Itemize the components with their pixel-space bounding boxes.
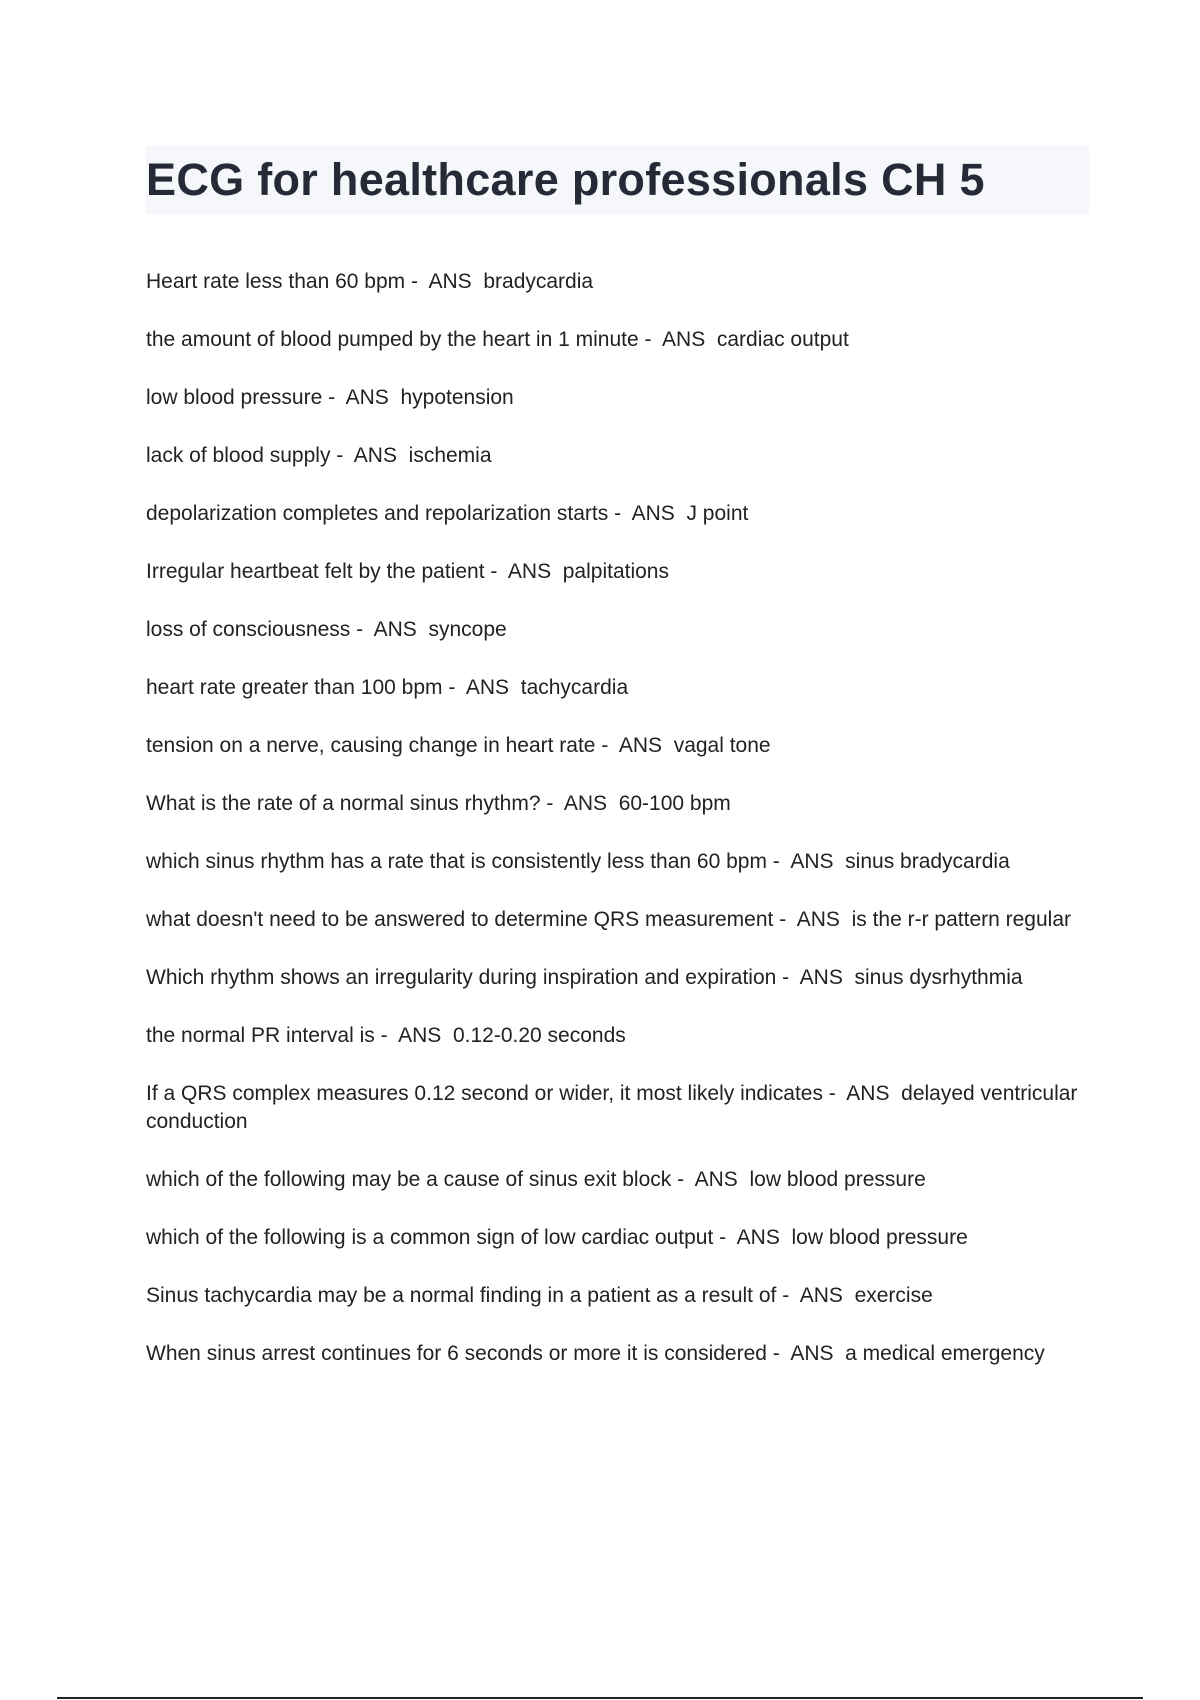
separator: - xyxy=(766,850,791,873)
page-title: ECG for healthcare professionals CH 5 xyxy=(146,154,985,205)
answer-text: is the r-r pattern regular xyxy=(851,908,1072,931)
separator: - xyxy=(671,1168,695,1191)
qa-item xyxy=(146,674,1086,702)
question-text: If a QRS complex measures 0.12 second or wider, it most likely indicates xyxy=(146,1082,823,1105)
question-text: Heart rate less than 60 bpm xyxy=(146,270,406,293)
qa-item xyxy=(146,906,1086,934)
separator: - xyxy=(330,444,354,467)
separator: - xyxy=(638,328,663,351)
qa-item xyxy=(146,1166,1086,1194)
separator: - xyxy=(776,966,800,989)
question-text: When sinus arrest continues for 6 seconds or more it is considered xyxy=(146,1342,767,1365)
separator: - xyxy=(322,386,346,409)
question-text: What is the rate of a normal sinus rhythm? xyxy=(146,792,541,815)
answer-text: syncope xyxy=(428,618,507,641)
qa-item xyxy=(146,790,1086,818)
qa-item xyxy=(146,384,1086,412)
answer-text: J point xyxy=(686,502,749,525)
question-text: which of the following may be a cause of sinus exit block xyxy=(146,1168,672,1191)
answer-label: ANS xyxy=(799,1284,843,1307)
qa-item xyxy=(146,1282,1086,1310)
separator: - xyxy=(773,908,797,931)
question-text: Sinus tachycardia may be a normal finding in a patient as a result of xyxy=(146,1284,777,1307)
answer-label: ANS xyxy=(563,792,608,815)
separator: - xyxy=(713,1226,737,1249)
question-text: what doesn't need to be answered to determine QRS measurement xyxy=(146,908,774,931)
qa-item xyxy=(146,732,1086,760)
answer-text: hypotension xyxy=(400,386,514,409)
answer-label: ANS xyxy=(373,618,417,641)
separator: - xyxy=(776,1284,800,1307)
question-text: heart rate greater than 100 bpm xyxy=(146,676,443,699)
answer-text: low blood pressure xyxy=(749,1168,926,1191)
qa-item xyxy=(146,1022,1086,1050)
qa-item xyxy=(146,616,1086,644)
answer-label: ANS xyxy=(465,676,510,699)
question-text: Which rhythm shows an irregularity during inspiration and expiration xyxy=(146,966,777,989)
qa-item xyxy=(146,1080,1086,1136)
answer-label: ANS xyxy=(631,502,675,525)
answer-label: ANS xyxy=(428,270,472,293)
answer-text: ischemia xyxy=(408,444,492,467)
question-text: which of the following is a common sign of low cardiac output xyxy=(146,1226,714,1249)
answer-label: ANS xyxy=(796,908,840,931)
answer-text: sinus bradycardia xyxy=(845,850,1010,873)
question-text: loss of consciousness xyxy=(146,618,351,641)
qa-item xyxy=(146,1224,1086,1252)
answer-label: ANS xyxy=(398,1024,442,1047)
answer-label: ANS xyxy=(799,966,843,989)
question-text: tension on a nerve, causing change in heart rate xyxy=(146,734,596,757)
separator: - xyxy=(540,792,564,815)
separator: - xyxy=(595,734,619,757)
answer-text: vagal tone xyxy=(673,734,771,757)
answer-label: ANS xyxy=(507,560,552,583)
answer-text: sinus dysrhythmia xyxy=(854,966,1023,989)
answer-text: 60-100 bpm xyxy=(618,792,731,815)
question-text: the normal PR interval is xyxy=(146,1024,375,1047)
answer-text: palpitations xyxy=(562,560,669,583)
question-text: depolarization completes and repolarization starts xyxy=(146,502,609,525)
answer-label: ANS xyxy=(345,386,389,409)
separator: - xyxy=(374,1024,399,1047)
answer-label: ANS xyxy=(790,1342,834,1365)
answer-text: exercise xyxy=(854,1284,933,1307)
answer-text: low blood pressure xyxy=(791,1226,968,1249)
answer-text: tachycardia xyxy=(520,676,629,699)
separator: - xyxy=(405,270,429,293)
answer-label: ANS xyxy=(736,1226,780,1249)
qa-item xyxy=(146,1340,1086,1368)
question-text: low blood pressure xyxy=(146,386,323,409)
separator: - xyxy=(442,676,466,699)
qa-item xyxy=(146,500,1086,528)
answer-label: ANS xyxy=(694,1168,738,1191)
separator: - xyxy=(608,502,632,525)
separator: - xyxy=(484,560,508,583)
question-text: lack of blood supply xyxy=(146,444,331,467)
answer-label: ANS xyxy=(846,1082,890,1105)
question-text: the amount of blood pumped by the heart in 1 minute xyxy=(146,328,639,351)
qa-item xyxy=(146,442,1086,470)
answer-text: bradycardia xyxy=(483,270,594,293)
answer-label: ANS xyxy=(662,328,706,351)
answer-text: delayed ventricular conduction xyxy=(146,1082,1078,1133)
answer-label: ANS xyxy=(790,850,834,873)
qa-item xyxy=(146,326,1086,354)
title-banner xyxy=(146,146,1089,214)
answer-label: ANS xyxy=(353,444,397,467)
answer-text: 0.12-0.20 seconds xyxy=(452,1024,626,1047)
footer-rule xyxy=(57,1697,1143,1699)
question-text: Irregular heartbeat felt by the patient xyxy=(146,560,485,583)
answer-text: cardiac output xyxy=(716,328,849,351)
qa-list xyxy=(146,268,1086,1398)
qa-item xyxy=(146,268,1086,296)
answer-text: a medical emergency xyxy=(845,1342,1045,1365)
question-text: which sinus rhythm has a rate that is consistently less than 60 bpm xyxy=(146,850,767,873)
qa-item xyxy=(146,848,1086,876)
qa-item xyxy=(146,558,1086,586)
answer-label: ANS xyxy=(618,734,663,757)
qa-item xyxy=(146,964,1086,992)
separator: - xyxy=(350,618,374,641)
separator: - xyxy=(766,1342,791,1365)
separator: - xyxy=(822,1082,847,1105)
